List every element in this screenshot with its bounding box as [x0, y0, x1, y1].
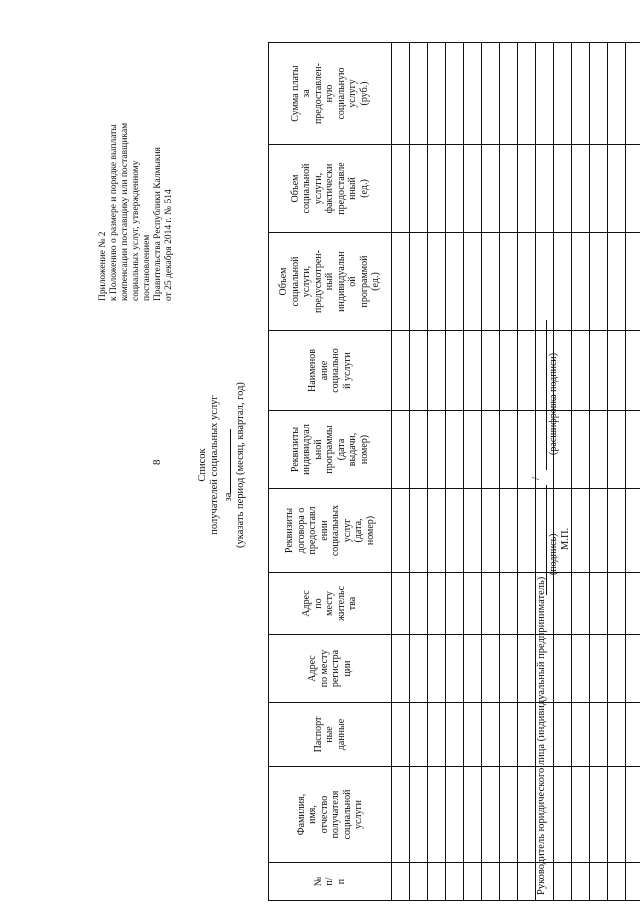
table-cell[interactable] [500, 573, 518, 635]
table-cell[interactable] [500, 145, 518, 233]
table-cell[interactable] [482, 145, 500, 233]
document-title [197, 315, 247, 615]
appendix-line: компенсации поставщику или поставщикам [120, 122, 130, 301]
table-cell[interactable] [500, 863, 518, 901]
table-cell[interactable] [392, 145, 410, 233]
table-cell[interactable] [392, 233, 410, 331]
column-header-text: ении [318, 520, 330, 541]
column-header-text: социально [330, 348, 341, 393]
title-line-2: получателей социальных услуг [209, 395, 220, 535]
table-cell[interactable] [500, 489, 518, 573]
column-header-text: Реквизиты [289, 426, 301, 473]
table-cell[interactable] [464, 331, 482, 411]
table-cell[interactable] [482, 703, 500, 767]
column-header-text: программой [358, 255, 370, 308]
table-cell[interactable] [392, 703, 410, 767]
column-header-text: Объем [289, 174, 301, 203]
column-header-text: фактически [324, 163, 336, 214]
table-row [428, 43, 446, 901]
table-cell[interactable] [446, 573, 464, 635]
table-cell[interactable] [410, 411, 428, 489]
column-header [269, 635, 392, 703]
table-cell[interactable] [500, 331, 518, 411]
table-cell[interactable] [410, 145, 428, 233]
table-cell[interactable] [446, 767, 464, 863]
column-header-text: (руб.) [358, 81, 370, 106]
table-cell[interactable] [464, 573, 482, 635]
table-cell[interactable] [464, 767, 482, 863]
table-row [410, 43, 428, 901]
table-cell[interactable] [428, 863, 446, 901]
column-header-text: получателя [330, 790, 341, 839]
column-header-text: Паспорт [312, 716, 324, 753]
column-header-text: Реквизиты [284, 507, 295, 554]
table-cell[interactable] [482, 635, 500, 703]
column-header-text: номер) [364, 515, 376, 546]
table-cell[interactable] [410, 635, 428, 703]
column-header-text: социальных [330, 504, 341, 557]
table-cell[interactable] [482, 331, 500, 411]
appendix-line: к Положению о размере и порядке выплаты [109, 124, 119, 301]
column-header-text: Адрес [307, 655, 318, 682]
table-cell[interactable] [410, 331, 428, 411]
table-cell[interactable] [428, 489, 446, 573]
column-header-text: Наименов [307, 349, 318, 392]
table-cell[interactable] [482, 573, 500, 635]
column-header [269, 767, 392, 863]
decode-line [546, 320, 547, 470]
table-cell[interactable] [464, 145, 482, 233]
table-cell[interactable] [392, 635, 410, 703]
table-cell[interactable] [392, 331, 410, 411]
signature-slash: / [530, 476, 542, 480]
page-number: 8 [151, 459, 163, 465]
table-cell[interactable] [500, 703, 518, 767]
table-cell[interactable] [464, 489, 482, 573]
table-cell[interactable] [446, 43, 464, 145]
table-row [482, 43, 500, 901]
table-cell[interactable] [428, 573, 446, 635]
column-header-text: по месту [318, 649, 330, 688]
table-cell[interactable] [428, 145, 446, 233]
column-header-text: (дата [335, 438, 347, 461]
table-cell[interactable] [392, 573, 410, 635]
title-line-1: Список [197, 448, 208, 482]
table-cell[interactable] [464, 233, 482, 331]
column-header-text: индивидуальн [335, 251, 347, 312]
column-header-text: жительс [335, 585, 347, 622]
column-header-text: ные [324, 726, 336, 743]
table-cell[interactable] [464, 411, 482, 489]
period-blank-line [221, 429, 231, 493]
table-cell[interactable] [392, 767, 410, 863]
table-cell[interactable] [428, 767, 446, 863]
period-hint: (указать период (месяц, квартал, год) [235, 382, 246, 548]
table-cell[interactable] [410, 233, 428, 331]
table-row [500, 43, 518, 901]
table-header-row [269, 43, 392, 901]
table-cell[interactable] [464, 635, 482, 703]
column-header [269, 233, 392, 331]
column-header-text: Объем [278, 267, 290, 296]
column-header-text: социальную [335, 67, 347, 120]
column-header-text: предоставл [307, 506, 318, 555]
table-cell[interactable] [410, 43, 428, 145]
table-cell[interactable] [500, 233, 518, 331]
table-cell[interactable] [464, 43, 482, 145]
table-row [446, 43, 464, 901]
table-cell[interactable] [392, 411, 410, 489]
signatory-label: Руководитель юридического лица (индивидуальный предприниматель) [536, 576, 547, 895]
column-header-text: ную [324, 84, 336, 103]
table-cell[interactable] [392, 489, 410, 573]
column-header [269, 573, 392, 635]
table-cell[interactable] [410, 767, 428, 863]
column-header-text: услуги, [301, 265, 313, 298]
table-cell[interactable] [482, 411, 500, 489]
column-header [269, 703, 392, 767]
table-cell[interactable] [410, 489, 428, 573]
appendix-line: постановлением [142, 234, 152, 301]
table-cell[interactable] [428, 233, 446, 331]
column-header-text: (ед.) [370, 272, 382, 291]
appendix-line: Правительства Республики Калмыкия [153, 147, 163, 301]
column-header [269, 331, 392, 411]
table-cell[interactable] [446, 703, 464, 767]
appendix-line: социальных услуг, утвержденному [131, 160, 141, 301]
table-cell[interactable] [482, 767, 500, 863]
table-cell[interactable] [392, 43, 410, 145]
column-header-text: услуги, [312, 172, 324, 205]
period-row [221, 315, 235, 615]
column-header-text: индивидуал [301, 424, 313, 475]
column-header-text: ание [318, 360, 330, 381]
appendix-line: Приложение № 2 [98, 231, 108, 301]
column-header-text: по [312, 598, 324, 609]
table-row [464, 43, 482, 901]
column-header-text: ный [324, 272, 336, 291]
table-cell[interactable] [410, 703, 428, 767]
column-header-text: выдачи, [347, 432, 359, 467]
column-header-text: социальной [289, 256, 301, 307]
column-header-text: ьной [312, 439, 324, 460]
column-header-text: (ед.) [358, 179, 370, 198]
table-cell[interactable] [464, 703, 482, 767]
table-cell[interactable] [428, 43, 446, 145]
column-header-text: предоставле [335, 162, 347, 215]
table-cell[interactable] [446, 233, 464, 331]
column-header-text: договора о [295, 507, 307, 554]
signature-block [530, 15, 630, 895]
table-cell[interactable] [428, 331, 446, 411]
column-header-text: за [301, 89, 313, 98]
column-header-text: й услуги [341, 352, 353, 389]
table-cell[interactable] [410, 573, 428, 635]
column-header-text: отчество [318, 795, 330, 834]
signature-caption: (подпись) [548, 533, 559, 575]
column-header-text: услуг [341, 518, 353, 543]
column-header-text: Сумма платы [289, 65, 301, 122]
column-header [269, 489, 392, 573]
table-cell[interactable] [500, 635, 518, 703]
column-header-text: п [335, 878, 347, 885]
column-header-text: месту [324, 591, 336, 616]
column-header-text: социальной [301, 163, 313, 214]
column-header-text: программы [324, 425, 336, 474]
column-header-text: ции [341, 660, 353, 677]
column-header [269, 411, 392, 489]
table-cell[interactable] [446, 635, 464, 703]
column-header-text: предусмотрен- [312, 250, 324, 313]
column-header-text: (дата, [353, 518, 364, 543]
table-cell[interactable] [446, 489, 464, 573]
column-header [269, 43, 392, 145]
column-header-text: услуги [353, 800, 364, 829]
table-cell[interactable] [392, 863, 410, 901]
column-header-text: предоставлен- [312, 62, 324, 125]
table-cell[interactable] [446, 145, 464, 233]
column-header [269, 863, 392, 901]
column-header-text: регистра [330, 649, 341, 688]
table-cell[interactable] [500, 411, 518, 489]
stamp-place: М.П. [560, 527, 571, 550]
table-cell[interactable] [410, 863, 428, 901]
column-header-text: номер) [358, 434, 370, 465]
signature-line [546, 485, 547, 595]
column-header-text: социальной [341, 789, 353, 840]
column-header [269, 145, 392, 233]
column-header-text: Адрес [301, 590, 313, 617]
table-cell[interactable] [464, 863, 482, 901]
decode-caption: (расшифровка подписи) [548, 352, 559, 455]
table-cell[interactable] [428, 411, 446, 489]
table-row [392, 43, 410, 901]
column-header-text: тва [347, 596, 359, 611]
table-cell[interactable] [482, 43, 500, 145]
column-header-text: данные [335, 718, 347, 751]
table-cell[interactable] [500, 767, 518, 863]
table-cell[interactable] [446, 863, 464, 901]
table-cell[interactable] [446, 411, 464, 489]
table-cell[interactable] [428, 635, 446, 703]
column-header-text: услугу [347, 79, 359, 108]
column-header-text: нный [347, 177, 359, 200]
table-cell[interactable] [482, 489, 500, 573]
column-header-text: Фамилия, [295, 793, 307, 836]
table-cell[interactable] [446, 331, 464, 411]
column-header-text: ой [347, 276, 359, 287]
table-cell[interactable] [428, 703, 446, 767]
table-cell[interactable] [482, 233, 500, 331]
appendix-block [98, 1, 175, 301]
period-prefix: за [223, 492, 234, 502]
column-header-text: п/ [324, 877, 336, 886]
appendix-line: от 25 декабря 2014 г. № 514 [164, 189, 174, 301]
column-header-text: имя, [307, 805, 318, 824]
table-cell[interactable] [482, 863, 500, 901]
column-header-text: № [312, 876, 324, 887]
table-cell[interactable] [500, 43, 518, 145]
